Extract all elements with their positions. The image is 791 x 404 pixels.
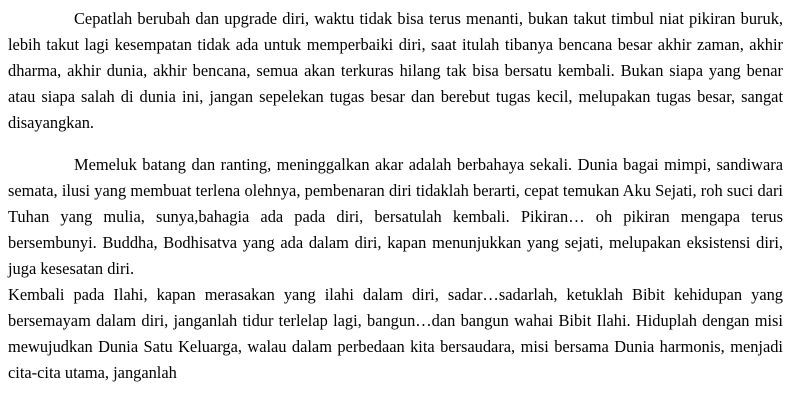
paragraph-spacer <box>8 136 783 152</box>
paragraph-1: Cepatlah berubah dan upgrade diri, waktu tidak bisa terus menanti, bukan takut timbul niat pikiran buruk, lebih takut lagi kesempatan tidak ada untuk memperbaiki diri, saat itulah tibanya bencana besar akhir zaman, akhir dharma, akhir dunia, akhir bencana, semua akan terkuras hilang tak bisa bersatu kembali. Bukan siapa yang benar atau siapa salah di dunia ini, jangan sepelekan tugas besar dan berebut tugas kecil, melupakan tugas besar, sangat disayangkan. <box>8 9 783 132</box>
paragraph-2: Memeluk batang dan ranting, meninggalkan akar adalah berbahaya sekali. Dunia bagai mimpi, sandiwara semata, ilusi yang membuat terlena olehnya, pembenaran diri tidaklah berarti, cepat temukan Aku Sejati, roh suci dari Tuhan yang mulia, sunya,bahagia ada pada diri, bersatulah kembali. Pikiran… oh pikiran mengapa terus bersembunyi. Buddha, Bodhisatva yang ada dalam diri, kapan menunjukkan yang sejati, melupakan eksistensi diri, juga kesesatan diri. <box>8 155 783 278</box>
paragraph-3: Kembali pada Ilahi, kapan merasakan yang ilahi dalam diri, sadar…sadarlah, ketuklah Bibit kehidupan yang bersemayam dalam diri, janganlah tidur terlelap lagi, bangun…dan bangun wahai Bibit Ilahi. Hiduplah dengan misi mewujudkan Dunia Satu Keluarga, walau dalam perbedaan kita bersaudara, misi bersama Dunia harmonis, menjadi cita-cita utama, janganlah <box>8 285 783 382</box>
